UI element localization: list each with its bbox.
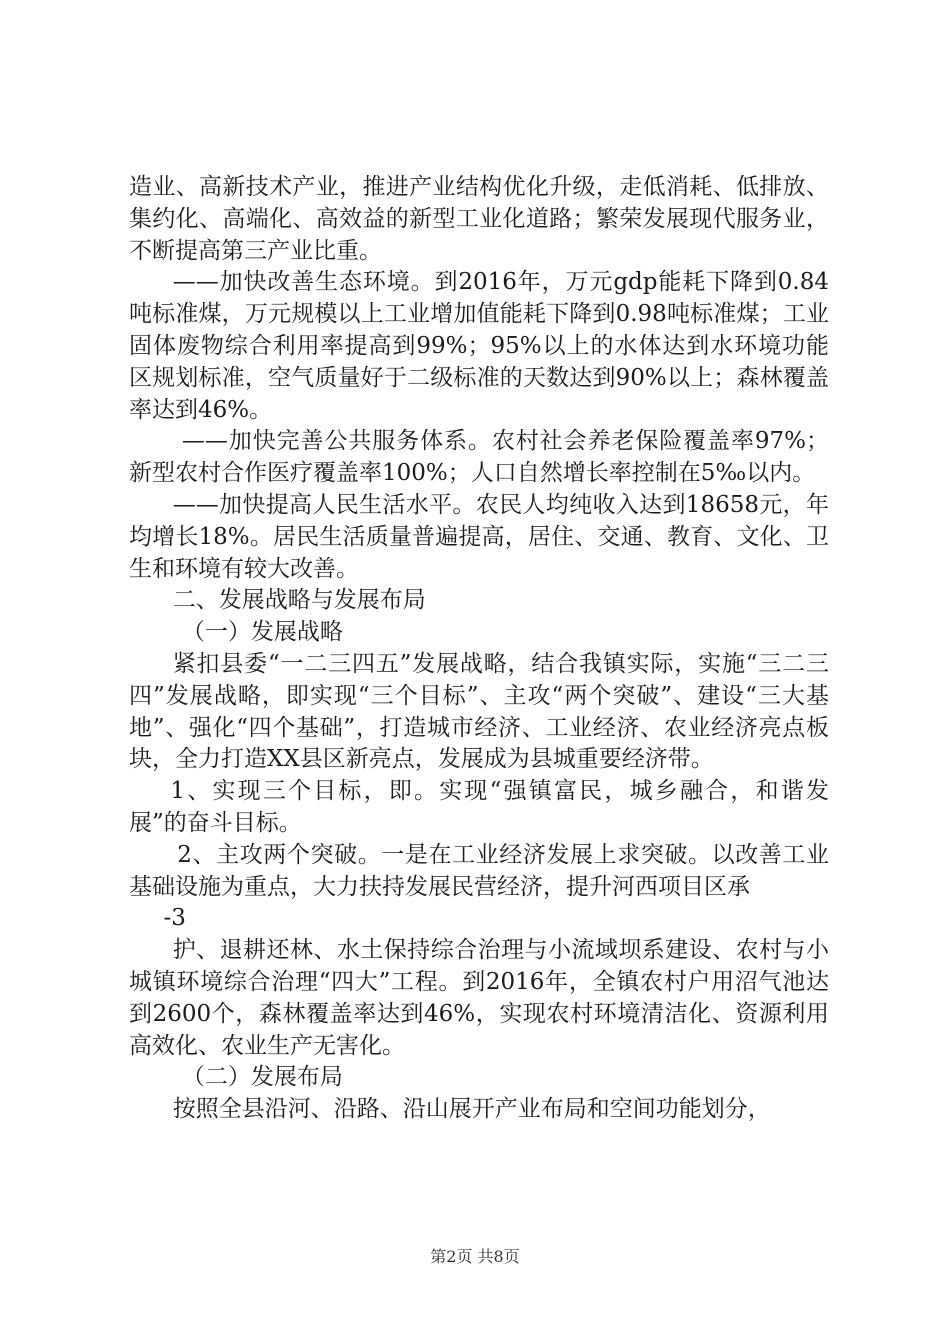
subheading-strategy: （一）发展战略: [181, 619, 343, 646]
page-marker: -3: [163, 905, 186, 932]
page-footer: 第2页 共8页: [430, 1247, 520, 1266]
paragraph-industry-continuation: 造业、高新技术产业，推进产业结构优化升级，走低消耗、低排放、集约化、高端化、高效益的新型工业化道路；繁荣发展现代服务业，不断提高第三产业比重。: [129, 174, 829, 264]
subheading-layout: （二）发展布局: [181, 1064, 343, 1091]
section-heading-strategy-layout: 二、发展战略与发展布局: [172, 587, 426, 614]
paragraph-ecology: ——加快改善生态环境。到2016年，万元gdp能耗下降到0.84吨标准煤，万元规模以上工业增加值能耗下降到0.98吨标准煤；工业固体废物综合利用率提高到99%；95%以上的水体达到水环境功能区规划标准，空气质量好于二级标准的天数达到90%以上；森林覆盖率达到46%。: [129, 269, 829, 423]
paragraph-public-services: ——加快完善公共服务体系。农村社会养老保险覆盖率97%；新型农村合作医疗覆盖率100%；人口自然增长率控制在5‰以内。: [129, 428, 829, 487]
paragraph-environment-projects: 护、退耕还林、水土保持综合治理与小流域坝系建设、农村与小城镇环境综合治理“四大”工程。到2016年，全镇农村户用沼气池达到2600个，森林覆盖率达到46%，实现农村环境清洁化、资源利用高效化、农业生产无害化。: [129, 937, 829, 1059]
paragraph-strategy: 紧扣县委“一二三四五”发展战略，结合我镇实际，实施“三二三四”发展战略，即实现“三个目标”、主攻“两个突破”、建设“三大基地”、强化“四个基础”，打造城市经济、工业经济、农业经济亮点板块，全力打造XX县区新亮点，发展成为县城重要经济带。: [129, 650, 829, 773]
paragraph-layout: 按照全县沿河、沿路、沿山展开产业布局和空间功能划分，: [172, 1096, 771, 1123]
paragraph-two-breakthroughs: 2、主攻两个突破。一是在工业经济发展上求突破。以改善工业基础设施为重点，大力扶持发展民营经济，提升河西项目区承: [129, 841, 829, 900]
document-body: [129, 172, 829, 1126]
paragraph-three-goals: 1、实现三个目标，即。实现“强镇富民，城乡融合，和谐发展”的奋斗目标。: [129, 778, 829, 836]
paragraph-living-standards: ——加快提高人民生活水平。农民人均纯收入达到18658元，年均增长18%。居民生活质量普遍提高，居住、交通、教育、文化、卫生和环境有较大改善。: [129, 491, 829, 582]
